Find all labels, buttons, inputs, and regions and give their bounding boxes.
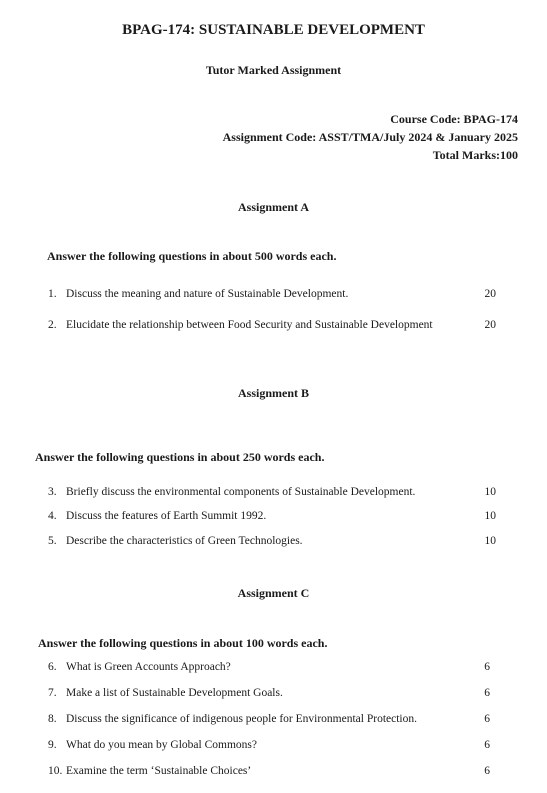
question-marks: 6 [484,713,490,725]
document-subtitle: Tutor Marked Assignment [205,63,342,77]
section-instruction-b: Answer the following questions in about 250 words each. [35,450,325,464]
question-text: Briefly discuss the environmental components of Sustainable Development. [66,486,416,498]
question-item [48,535,303,547]
question-marks: 20 [484,288,496,300]
section-title-c: Assignment C [237,586,310,600]
section-title-a: Assignment A [237,200,309,214]
question-marks: 20 [484,319,496,331]
section-instruction-a: Answer the following questions in about 500 words each. [47,249,337,263]
question-marks: 6 [484,765,490,777]
question-marks: 10 [484,486,496,498]
question-number: 10. [48,765,63,777]
question-text: Examine the term ‘Sustainable Choices’ [66,765,252,777]
question-number: 4. [48,510,57,522]
question-item [48,739,257,751]
question-number: 8. [48,713,57,725]
question-marks: 10 [484,535,496,547]
question-number: 9. [48,739,57,751]
section-title-b: Assignment B [237,386,309,400]
question-item [48,713,417,725]
question-text: What do you mean by Global Commons? [66,739,257,751]
question-item [48,510,266,522]
question-item [48,687,283,699]
question-item [48,288,348,300]
question-number: 7. [48,687,57,699]
question-number: 1. [48,288,57,300]
question-number: 5. [48,535,57,547]
question-marks: 10 [484,510,496,522]
question-number: 2. [48,319,57,331]
question-marks: 6 [484,661,490,673]
question-number: 6. [48,661,57,673]
question-number: 3. [48,486,57,498]
question-item [48,319,433,331]
question-text: Describe the characteristics of Green Technologies. [66,535,303,547]
question-text: Make a list of Sustainable Development Goals. [66,687,283,699]
total-marks: Total Marks:100 [432,148,518,162]
question-text: What is Green Accounts Approach? [66,661,231,673]
question-text: Discuss the meaning and nature of Sustainable Development. [66,288,349,300]
document-title: BPAG-174: SUSTAINABLE DEVELOPMENT [122,22,425,38]
question-text: Elucidate the relationship between Food Security and Sustainable Development [66,319,433,331]
question-marks: 6 [484,687,490,699]
question-item [48,486,415,498]
section-instruction-c: Answer the following questions in about 100 words each. [38,636,328,650]
question-text: Discuss the significance of indigenous people for Environmental Protection. [66,713,417,725]
course-code: Course Code: BPAG-174 [390,112,518,126]
question-item [48,661,231,673]
assignment-code: Assignment Code: ASST/TMA/July 2024 & January 2025 [222,130,518,144]
question-marks: 6 [484,739,490,751]
question-text: Discuss the features of Earth Summit 1992. [66,510,267,522]
question-item [48,765,251,777]
